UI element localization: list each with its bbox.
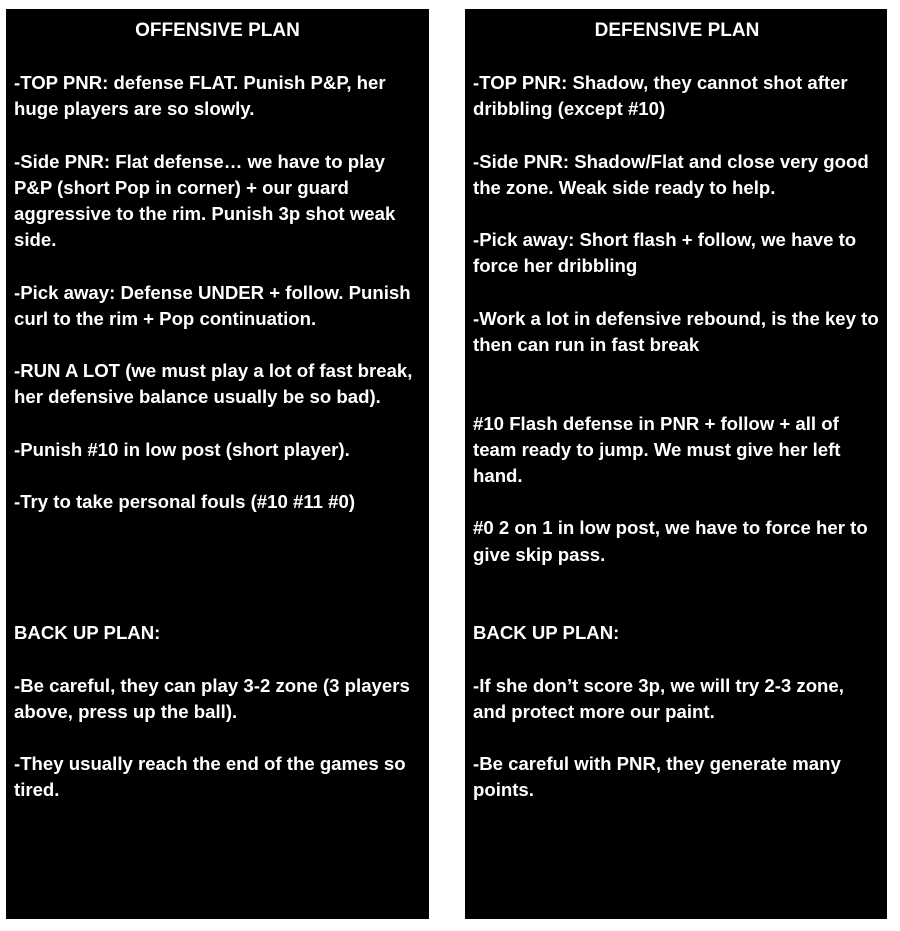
offensive-item-pick-away: -Pick away: Defense UNDER + follow. Punish curl to the rim + Pop continuation. [14, 281, 411, 329]
defensive-plan-panel [465, 9, 887, 919]
offensive-item-side-pnr: -Side PNR: Flat defense… we have to play P&P (short Pop in corner) + our guard aggressive to the rim. Punish 3p shot weak side. [14, 150, 396, 251]
offensive-item-personal-fouls: -Try to take personal fouls (#10 #11 #0) [14, 491, 356, 513]
defensive-item-pick-away: -Pick away: Short flash + follow, we have to force her dribbling [473, 229, 857, 277]
offensive-item-top-pnr: -TOP PNR: defense FLAT. Punish P&P, her huge players are so slowly. [14, 72, 386, 120]
defensive-backup-item-pnr: -Be careful with PNR, they generate many points. [473, 753, 841, 801]
offensive-plan-title: OFFENSIVE PLAN [135, 20, 300, 41]
offensive-backup-item-zone: -Be careful, they can play 3-2 zone (3 players above, press up the ball). [14, 674, 410, 722]
offensive-plan-panel [6, 9, 429, 919]
offensive-backup-item-tired: -They usually reach the end of the games so tired. [14, 753, 406, 801]
defensive-item-rebound: -Work a lot in defensive rebound, is the key to then can run in fast break [473, 307, 879, 355]
defensive-plan-title: DEFENSIVE PLAN [594, 20, 760, 41]
defensive-item-top-pnr: -TOP PNR: Shadow, they cannot shot after dribbling (except #10) [473, 72, 848, 120]
defensive-item-side-pnr: -Side PNR: Shadow/Flat and close very good the zone. Weak side ready to help. [473, 150, 869, 198]
offensive-item-punish-10: -Punish #10 in low post (short player). [14, 438, 350, 460]
offensive-backup-title: BACK UP PLAN: [14, 622, 161, 644]
defensive-item-player-0: #0 2 on 1 in low post, we have to force her to give skip pass. [473, 517, 868, 565]
defensive-backup-item-zone: -If she don’t score 3p, we will try 2-3 zone, and protect more our paint. [473, 674, 844, 722]
offensive-item-run-a-lot: -RUN A LOT (we must play a lot of fast break, her defensive balance usually be so bad). [14, 360, 413, 408]
defensive-item-player-10: #10 Flash defense in PNR + follow + all of team ready to jump. We must give her left hand. [473, 412, 841, 486]
defensive-backup-title: BACK UP PLAN: [473, 622, 620, 644]
